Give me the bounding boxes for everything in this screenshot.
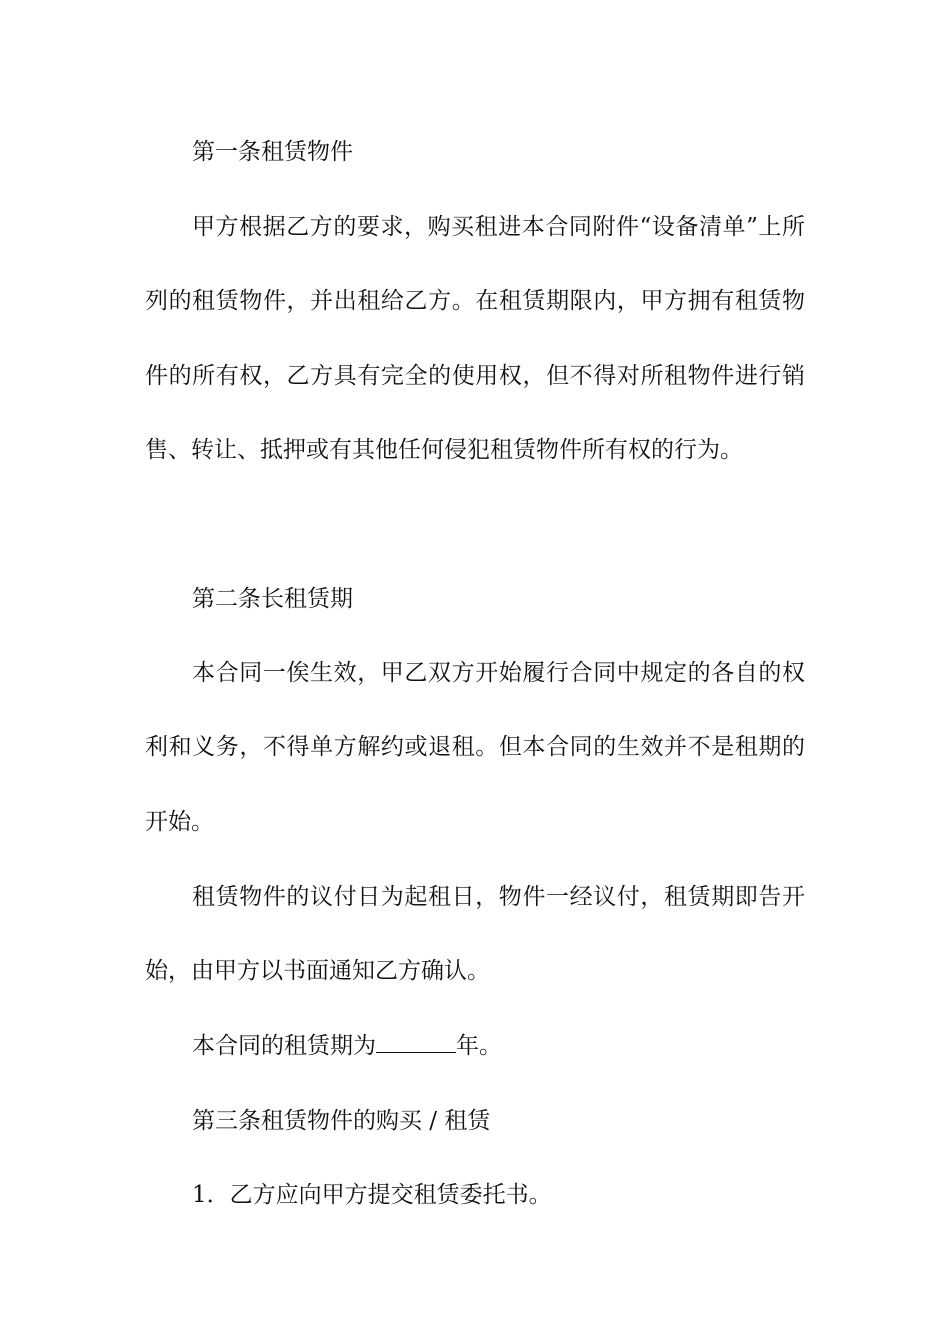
article-1-body: 甲方根据乙方的要求，购买租进本合同附件“设备清单”上所列的租赁物件，并出租给乙方。在租赁期限内，甲方拥有租赁物件的所有权，乙方具有完全的使用权，但不得对所租物件进行销售、转让、抵押或有其他任何侵犯租赁物件所有权的行为。 xyxy=(145,214,805,464)
lease-term-blank xyxy=(376,1034,456,1053)
lease-term-prefix: 本合同的租赁期为 xyxy=(192,1033,376,1059)
article-2-body-1: 本合同一俟生效，甲乙双方开始履行合同中规定的各自的权利和义务，不得单方解约或退租。但本合同的生效并不是租期的开始。 xyxy=(145,660,805,835)
article-2-body-2: 租赁物件的议付日为起租日，物件一经议付，租赁期即告开始，由甲方以书面通知乙方确认。 xyxy=(145,884,805,985)
lease-term-line xyxy=(145,1009,805,1083)
article-1-heading: 第一条租赁物件 xyxy=(192,139,353,165)
article-3-item-1: 1．乙方应向甲方提交租赁委托书。 xyxy=(192,1182,552,1208)
lease-term-suffix: 年。 xyxy=(456,1033,502,1059)
article-3-heading: 第三条租赁物件的购买 / 租赁 xyxy=(192,1108,491,1134)
article-2-heading: 第二条长租赁期 xyxy=(192,586,353,612)
